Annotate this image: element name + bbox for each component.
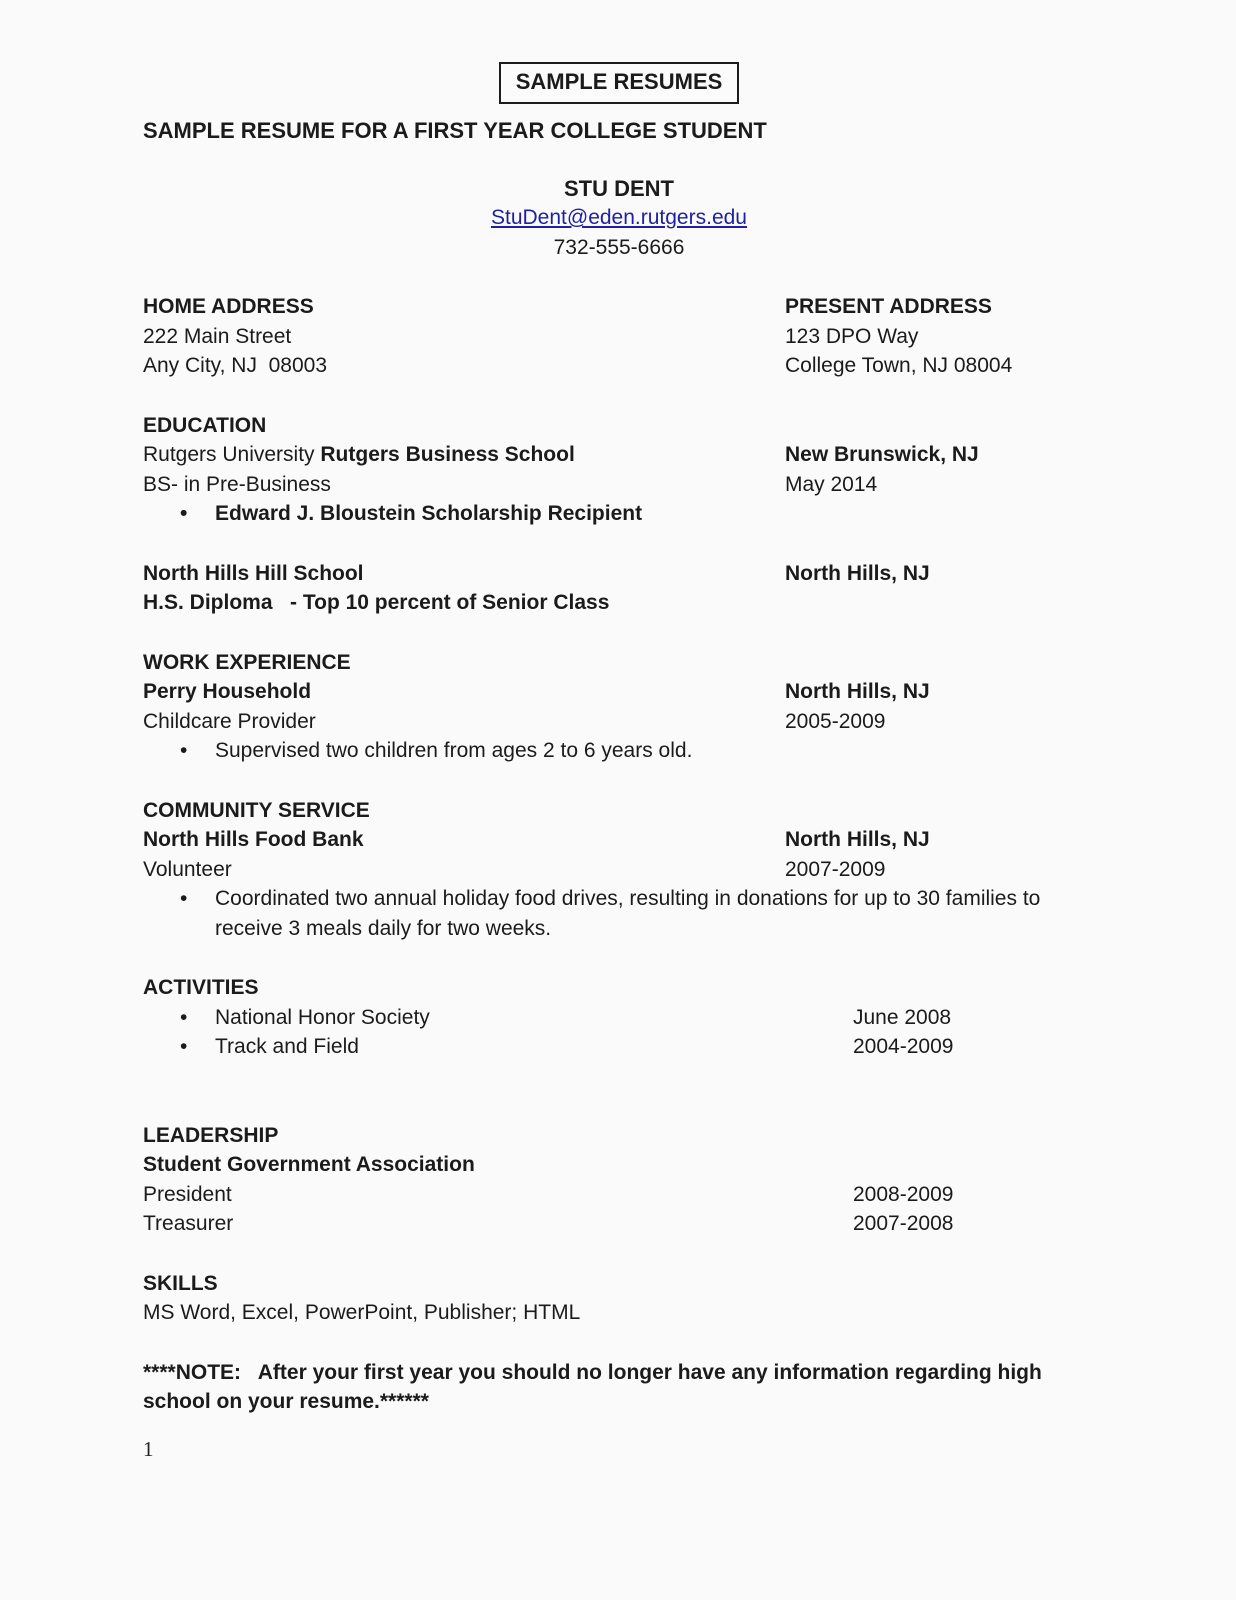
high-school-name: North Hills Hill School bbox=[143, 561, 364, 585]
activity-item bbox=[143, 1003, 1095, 1033]
organization-location: North Hills, NJ bbox=[785, 828, 930, 851]
leadership-item bbox=[143, 1180, 1095, 1210]
sample-resumes-banner: SAMPLE RESUMES bbox=[499, 62, 740, 104]
high-school-diploma: H.S. Diploma - Top 10 percent of Senior Class bbox=[143, 591, 610, 614]
activity-date: 2004-2009 bbox=[853, 1035, 954, 1058]
addresses-section bbox=[143, 292, 1095, 381]
email-line bbox=[143, 203, 1095, 233]
organization-name: North Hills Food Bank bbox=[143, 828, 364, 851]
activities-heading: ACTIVITIES bbox=[143, 976, 259, 999]
contact-block bbox=[143, 174, 1095, 263]
leadership-role: President bbox=[143, 1182, 232, 1206]
activity-label: Track and Field bbox=[215, 1035, 359, 1058]
home-address-line2: Any City, NJ 08003 bbox=[143, 354, 328, 377]
education-college-row bbox=[143, 440, 1095, 470]
present-address-heading: PRESENT ADDRESS bbox=[785, 295, 992, 318]
home-address-line1: 222 Main Street bbox=[143, 324, 292, 348]
community-service-heading: COMMUNITY SERVICE bbox=[143, 798, 370, 822]
note-text: ****NOTE: After your first year you should no longer have any information regarding high school on your resume.****** bbox=[143, 1360, 1048, 1413]
college-school-name: Rutgers Business School bbox=[320, 443, 575, 466]
activity-label: National Honor Society bbox=[215, 1005, 430, 1029]
skills-heading: SKILLS bbox=[143, 1271, 218, 1295]
leadership-dates: 2008-2009 bbox=[853, 1182, 954, 1206]
banner-row bbox=[143, 62, 1095, 104]
present-address-line1: 123 DPO Way bbox=[785, 324, 919, 348]
work-experience-section bbox=[143, 648, 1095, 766]
home-address-heading: HOME ADDRESS bbox=[143, 295, 314, 318]
email-link[interactable]: StuDent@eden.rutgers.edu bbox=[491, 206, 747, 229]
employer-location: North Hills, NJ bbox=[785, 680, 930, 703]
education-degree-row bbox=[143, 470, 1095, 500]
high-school-location: North Hills, NJ bbox=[785, 561, 930, 585]
work-experience-heading: WORK EXPERIENCE bbox=[143, 650, 351, 674]
activities-section bbox=[143, 973, 1095, 1062]
skills-list: MS Word, Excel, PowerPoint, Publisher; HTML bbox=[143, 1301, 581, 1324]
leadership-heading: LEADERSHIP bbox=[143, 1123, 279, 1147]
job-dates: 2005-2009 bbox=[785, 709, 886, 733]
job-title: Childcare Provider bbox=[143, 709, 316, 733]
skills-section bbox=[143, 1269, 1095, 1328]
leadership-section bbox=[143, 1121, 1095, 1239]
community-service-bullet: • Coordinated two annual holiday food drives, resulting in donations for up to 30 families to receive 3 meals daily for two weeks. bbox=[143, 884, 1068, 943]
college-location: New Brunswick, NJ bbox=[785, 443, 979, 466]
present-address-line2: College Town, NJ 08004 bbox=[785, 354, 1013, 377]
education-section bbox=[143, 411, 1095, 529]
employer-name: Perry Household bbox=[143, 680, 312, 703]
activity-item bbox=[143, 1032, 1095, 1062]
graduation-date: May 2014 bbox=[785, 472, 878, 496]
leadership-organization: Student Government Association bbox=[143, 1153, 475, 1176]
volunteer-dates: 2007-2009 bbox=[785, 857, 886, 881]
activity-date: June 2008 bbox=[853, 1005, 952, 1029]
leadership-item bbox=[143, 1209, 1095, 1239]
education-heading: EDUCATION bbox=[143, 413, 267, 437]
phone-number: 732-555-6666 bbox=[553, 235, 685, 259]
leadership-dates: 2007-2008 bbox=[853, 1212, 954, 1235]
high-school-block bbox=[143, 559, 1095, 618]
work-experience-bullet: • Supervised two children from ages 2 to 6 years old. bbox=[143, 736, 1095, 766]
leadership-role: Treasurer bbox=[143, 1212, 234, 1235]
college-name: Rutgers University bbox=[143, 443, 321, 466]
volunteer-role: Volunteer bbox=[143, 857, 232, 881]
page-number: 1 bbox=[143, 1436, 154, 1461]
degree: BS- in Pre-Business bbox=[143, 472, 331, 496]
candidate-name: STU DENT bbox=[564, 175, 674, 201]
community-service-section bbox=[143, 796, 1095, 944]
education-bullet: • Edward J. Bloustein Scholarship Recipient bbox=[143, 499, 1095, 529]
document-title: SAMPLE RESUME FOR A FIRST YEAR COLLEGE STUDENT bbox=[143, 118, 767, 143]
